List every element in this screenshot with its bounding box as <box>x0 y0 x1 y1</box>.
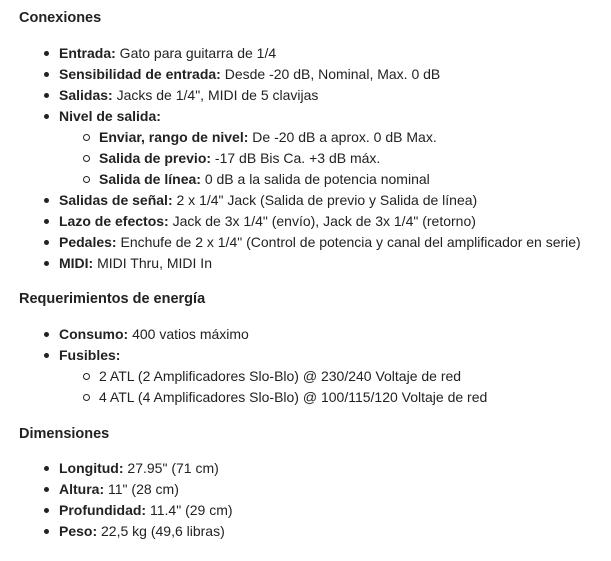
list-item <box>0 324 487 345</box>
spec-key: Entrada: <box>59 45 116 61</box>
spec-key: Profundidad: <box>59 502 147 518</box>
sub-list-item <box>0 387 487 408</box>
spec-value: 11" (28 cm) <box>104 481 179 497</box>
spec-key: Salida de previo: <box>99 150 212 166</box>
list-item <box>0 85 581 106</box>
spec-key: Fusibles: <box>59 347 121 363</box>
section-title-energia: Requerimientos de energía <box>19 291 206 307</box>
bullet-disc-icon <box>44 198 49 203</box>
spec-value: -17 dB Bis Ca. +3 dB máx. <box>211 150 381 166</box>
spec-key: Lazo de efectos: <box>59 213 169 229</box>
spec-value: MIDI Thru, MIDI In <box>93 255 212 271</box>
bullet-disc-icon <box>44 487 49 492</box>
spec-key: Sensibilidad de entrada: <box>59 66 221 82</box>
spec-key: Consumo: <box>59 326 129 342</box>
spec-key: Salidas de señal: <box>59 192 173 208</box>
list-item <box>0 190 581 211</box>
list-item <box>0 232 581 253</box>
spec-key: Peso: <box>59 523 98 539</box>
spec-value: Enchufe de 2 x 1/4" (Control de potencia y canal del amplificador en serie) <box>116 234 581 250</box>
bullet-disc-icon <box>44 353 49 358</box>
list-item <box>0 106 581 127</box>
sub-list-item <box>0 148 581 169</box>
list-item <box>0 211 581 232</box>
list-item <box>0 64 581 85</box>
spec-value: 0 dB a la salida de potencia nominal <box>200 171 430 187</box>
spec-key: Nivel de salida: <box>59 108 161 124</box>
spec-key: Salidas: <box>59 87 113 103</box>
spec-key: Longitud: <box>59 460 124 476</box>
spec-value: Jack de 3x 1/4" (envío), Jack de 3x 1/4" (retorno) <box>168 213 476 229</box>
spec-value: 11.4" (29 cm) <box>146 502 233 518</box>
list-item <box>0 345 487 366</box>
spec-key: Salida de línea: <box>99 171 201 187</box>
bullet-circle-icon <box>83 373 90 380</box>
bullet-disc-icon <box>44 240 49 245</box>
list-item <box>0 43 581 64</box>
bullet-circle-icon <box>83 155 90 162</box>
bullet-disc-icon <box>44 51 49 56</box>
spec-value: 27.95" (71 cm) <box>123 460 219 476</box>
bullet-disc-icon <box>44 93 49 98</box>
bullet-disc-icon <box>44 466 49 471</box>
section-title-conexiones: Conexiones <box>19 10 102 26</box>
sub-list-item <box>0 366 487 387</box>
bullet-circle-icon <box>83 176 90 183</box>
list-item <box>0 479 233 500</box>
list-dimensiones <box>0 458 233 542</box>
spec-value: 4 ATL (4 Amplificadores Slo-Blo) @ 100/115/120 Voltaje de red <box>99 389 488 405</box>
spec-value: 2 ATL (2 Amplificadores Slo-Blo) @ 230/240 Voltaje de red <box>99 368 462 384</box>
bullet-circle-icon <box>83 134 90 141</box>
bullet-disc-icon <box>44 219 49 224</box>
bullet-disc-icon <box>44 529 49 534</box>
spec-value: 2 x 1/4" Jack (Salida de previo y Salida de línea) <box>172 192 478 208</box>
list-item <box>0 521 233 542</box>
list-item <box>0 458 233 479</box>
list-energia <box>0 324 487 408</box>
bullet-disc-icon <box>44 114 49 119</box>
sub-list-item <box>0 169 581 190</box>
spec-key: Pedales: <box>59 234 117 250</box>
spec-value: Jacks de 1/4", MIDI de 5 clavijas <box>112 87 319 103</box>
spec-value: De -20 dB a aprox. 0 dB Max. <box>248 129 437 145</box>
bullet-disc-icon <box>44 261 49 266</box>
sub-list-item <box>0 127 581 148</box>
spec-key: Enviar, rango de nivel: <box>99 129 249 145</box>
spec-value: 22,5 kg (49,6 libras) <box>97 523 225 539</box>
section-title-dimensiones: Dimensiones <box>19 426 110 442</box>
bullet-circle-icon <box>83 394 90 401</box>
bullet-disc-icon <box>44 72 49 77</box>
spec-value: Gato para guitarra de 1/4 <box>115 45 277 61</box>
list-conexiones <box>0 43 581 274</box>
spec-key: MIDI: <box>59 255 94 271</box>
bullet-disc-icon <box>44 332 49 337</box>
bullet-disc-icon <box>44 508 49 513</box>
list-item <box>0 253 581 274</box>
list-item <box>0 500 233 521</box>
spec-key: Altura: <box>59 481 105 497</box>
spec-value: 400 vatios máximo <box>128 326 249 342</box>
spec-value: Desde -20 dB, Nominal, Max. 0 dB <box>220 66 441 82</box>
